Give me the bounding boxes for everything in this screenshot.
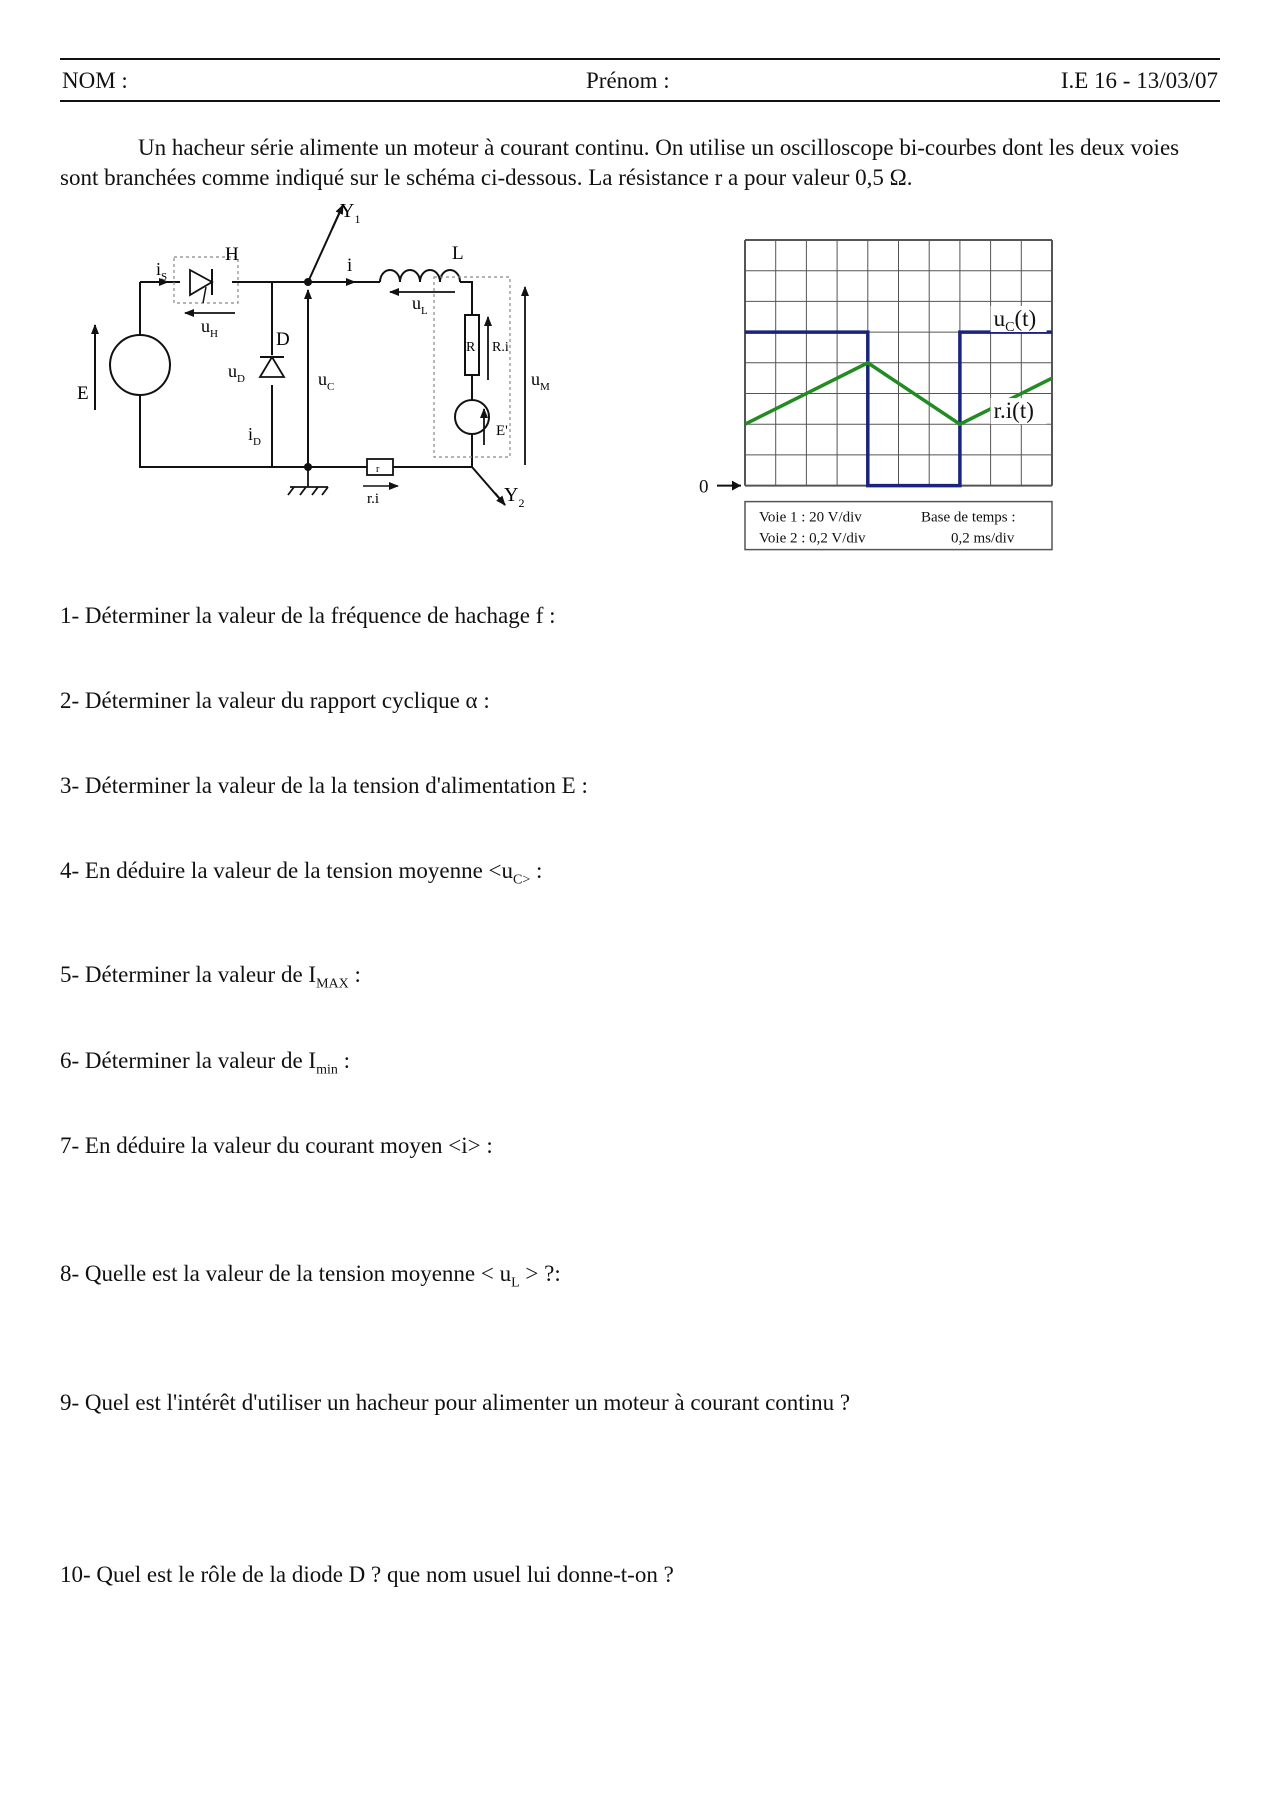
chart-grid (717, 240, 1052, 491)
question-5: 5- Déterminer la valeur de $I_{MAX}$ : (60, 962, 361, 992)
legend-voie2: Voie 2 : 0,2 V/div (759, 530, 866, 547)
um-label: $u_M$ (531, 369, 550, 393)
e-label: E (77, 383, 89, 404)
chart-legend (745, 502, 1052, 550)
r-small-label: r (376, 464, 380, 475)
prenom-label: Prénom : (586, 68, 670, 93)
zero-marker-arrowhead (732, 481, 741, 491)
circuit-diagram (60, 195, 620, 525)
zero-marker-label: 0 (699, 476, 709, 498)
question-1: 1- Déterminer la valeur de la fréquence de hachage f : (60, 603, 556, 628)
ri-label: r.i (367, 491, 380, 507)
e-prime-label: E' (496, 423, 508, 439)
question-10: 10- Quel est le rôle de la diode D ? que nom usuel lui donne-t-on ? (60, 1562, 674, 1587)
series-label-ri: r.i(t) (993, 398, 1034, 424)
inductor-symbol (380, 270, 460, 282)
question-2: 2- Déterminer la valeur du rapport cyclique α : (60, 688, 490, 713)
source-e-symbol (110, 335, 170, 395)
page-header (60, 58, 1220, 102)
ud-label: $u_D$ (228, 361, 245, 385)
id-label: $i_D$ (248, 424, 261, 448)
ul-label: $u_L$ (412, 293, 428, 317)
i-label: i (347, 255, 353, 276)
nom-label: NOM : (62, 68, 128, 93)
resistor-small-r-symbol (367, 459, 393, 475)
question-7: 7- En déduire la valeur du courant moyen <i> : (60, 1133, 493, 1158)
uh-label: $u_H$ (201, 316, 218, 340)
chart-labels (699, 306, 1047, 498)
thyristor-symbol (190, 270, 212, 295)
question-6: 6- Déterminer la valeur de $I_{min}$ : (60, 1048, 350, 1078)
series-label-uc: $u_C(t)$ (993, 305, 1037, 335)
y1-label: $Y_1$ (340, 200, 361, 226)
uc-label: $u_C$ (318, 369, 335, 393)
is-label: $i_S$ (156, 259, 168, 283)
exam-reference: I.E 16 - 13/03/07 (1060, 68, 1218, 93)
legend-base-title: Base de temps : (921, 509, 1016, 526)
legend-base-value: 0,2 ms/div (951, 530, 1015, 547)
ri-motor-label: R.i (492, 340, 509, 355)
d-label: D (276, 329, 290, 350)
intro-paragraph: Un hacheur série alimente un moteur à courant continu. On utilise un oscilloscope bi-courbes dont les deux voies sont branchées comme indiqué sur le schéma ci-dessous. La résistance r a pour valeur 0,5 Ω. (60, 135, 1180, 190)
l-label: L (452, 243, 464, 264)
h-label: H (225, 244, 239, 265)
question-9: 9- Quel est l'intérêt d'utiliser un hacheur pour alimenter un moteur à courant continu ? (60, 1390, 851, 1415)
legend-voie1: Voie 1 : 20 V/div (759, 509, 862, 526)
question-4: 4- En déduire la valeur de la tension moyenne $<u_{C>}$ : (60, 858, 543, 888)
y2-label: $Y_2$ (504, 484, 525, 510)
question-8: 8- Quelle est la valeur de la tension moyenne < $u_L$ > ?: (60, 1261, 561, 1291)
diode-symbol (260, 357, 284, 377)
question-3: 3- Déterminer la valeur de la la tension d'alimentation E : (60, 773, 588, 798)
oscilloscope-chart (690, 230, 1070, 560)
ground-symbol (288, 467, 328, 495)
r-motor-label: R (466, 340, 476, 355)
